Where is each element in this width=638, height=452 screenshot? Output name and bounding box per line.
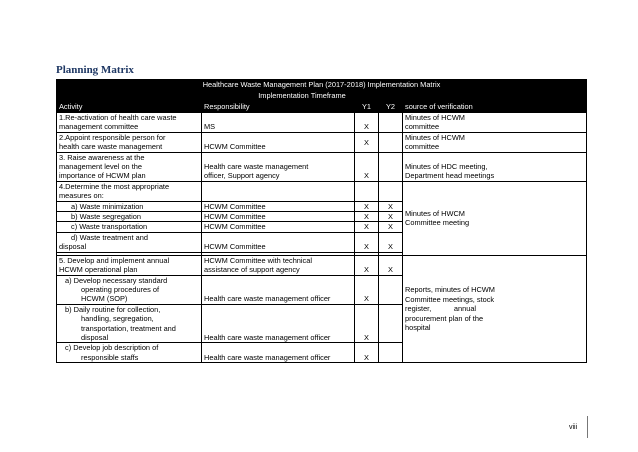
cell-mark: X [355, 343, 379, 363]
cell-mark: X [355, 275, 379, 304]
table-row [57, 152, 587, 181]
cell-text: 5. Develop and implement annual [59, 255, 170, 265]
cell-text: management level on the [59, 162, 142, 172]
cell-text: Reports, minutes of HCWM [405, 285, 495, 295]
cell-text: Minutes of HDC meeting, [405, 162, 488, 172]
cell-text: HCWM Committee [202, 132, 355, 152]
implementation-matrix-table [56, 79, 587, 363]
cell-text: 3. Raise awareness at the [59, 152, 145, 162]
cell-text: disposal [81, 332, 109, 342]
cell-text: 1.Re-activation of health care waste [59, 113, 177, 122]
col-verification: source of verification [403, 102, 587, 113]
cell-text: c) Develop job description of [65, 343, 159, 353]
cell-mark: X [355, 222, 379, 232]
cell-text: committee [405, 122, 440, 132]
cell-text: transportation, treatment and [81, 323, 176, 333]
col-responsibility: Responsibility [202, 102, 355, 113]
cell-text: HCWM Committee [202, 212, 355, 222]
cell-text: handling, segregation, [81, 314, 154, 324]
cell-mark: X [355, 132, 379, 152]
cell-text: Department head meetings [405, 171, 495, 181]
table-title: Healthcare Waste Management Plan (2017-2018) Implementation Matrix [57, 80, 587, 91]
cell-text: Minutes of HCWM [405, 132, 465, 142]
cell-text: measures on: [59, 191, 104, 201]
cell-text: health care waste management [59, 142, 163, 152]
cell-text: importance of HCWM plan [59, 171, 146, 181]
table-row [57, 181, 587, 201]
cell-mark: X [379, 255, 403, 275]
cell-mark: X [355, 232, 379, 252]
table-row [57, 132, 587, 152]
cell-text: Committee meetings, stock [405, 294, 495, 304]
cell-text: procurement plan of the [405, 313, 484, 323]
cell-text: Minutes of HCWM [405, 113, 465, 122]
cell-text: Minutes of HWCM [405, 208, 465, 218]
cell-text: a) Develop necessary standard [65, 275, 168, 285]
cell-text: b) Waste segregation [57, 212, 202, 222]
cell-text: responsible staffs [81, 352, 139, 362]
col-y1: Y1 [355, 102, 379, 113]
cell-text: committee [405, 142, 440, 152]
cell-text: Health care waste management [204, 162, 309, 172]
cell-mark: X [379, 201, 403, 211]
cell-mark: X [379, 222, 403, 232]
cell-text: Health care waste management officer [202, 275, 355, 304]
page-number: viii [569, 424, 578, 431]
planning-matrix-heading: Planning Matrix [56, 64, 134, 76]
timeframe-header: Implementation Timeframe [202, 91, 403, 102]
table-row [57, 255, 587, 275]
cell-text: MS [202, 113, 355, 133]
cell-text: disposal [59, 242, 87, 252]
cell-text: c) Waste transportation [57, 222, 202, 232]
cell-mark: X [355, 255, 379, 275]
cell-text: HCWM Committee [202, 222, 355, 232]
cell-text: 4.Determine the most appropriate [59, 181, 170, 191]
cell-mark: X [355, 113, 379, 133]
margin-divider [587, 416, 588, 438]
cell-text: officer, Support agency [204, 171, 280, 181]
cell-text: HCWM Committee [202, 201, 355, 211]
cell-text: management committee [59, 122, 139, 132]
cell-text: HCWM operational plan [59, 265, 138, 275]
cell-text: d) Waste treatment and [71, 232, 148, 242]
cell-text: Committee meeting [405, 218, 470, 228]
cell-text: b) Daily routine for collection, [65, 304, 161, 314]
cell-text: HCWM Committee [202, 232, 355, 252]
table-row [57, 113, 587, 133]
col-y2: Y2 [379, 102, 403, 113]
cell-mark: X [355, 304, 379, 343]
cell-mark: X [379, 232, 403, 252]
cell-mark: X [355, 212, 379, 222]
cell-text: Health care waste management officer [202, 304, 355, 343]
col-activity: Activity [57, 102, 202, 113]
cell-text: a) Waste minimization [57, 201, 202, 211]
cell-mark: X [379, 212, 403, 222]
cell-mark: X [355, 201, 379, 211]
cell-text: 2.Appoint responsible person for [59, 132, 166, 142]
cell-text: register, annual [405, 304, 477, 314]
cell-text: HCWM Committee with technical [204, 255, 313, 265]
cell-text: hospital [405, 323, 431, 333]
cell-text: HCWM (SOP) [81, 294, 128, 304]
cell-text: Health care waste management officer [202, 343, 355, 363]
cell-text: operating procedures of [81, 284, 160, 294]
cell-mark: X [355, 152, 379, 181]
cell-text: assistance of support agency [204, 265, 300, 275]
